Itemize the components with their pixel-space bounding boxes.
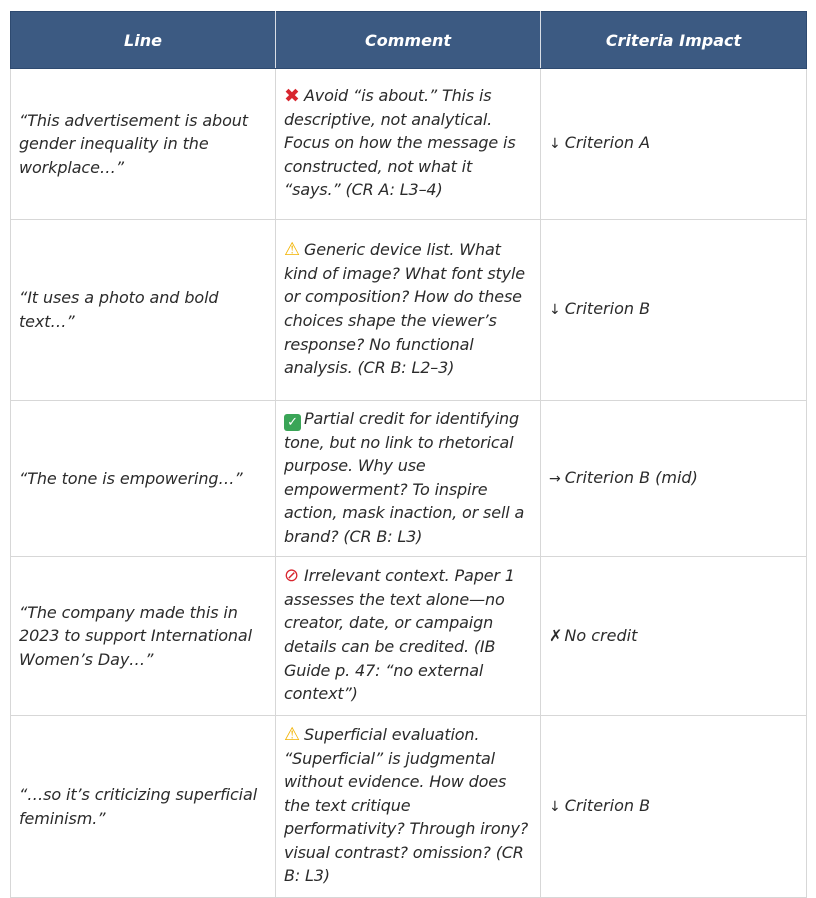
impact-text: Criterion B (mid) <box>564 467 698 487</box>
down-arrow-icon: ↓ <box>549 302 561 319</box>
header-comment: Comment <box>276 12 541 69</box>
comment-text: Avoid “is about.” This is descriptive, not analytical. Focus on how the message is constructed, not what it “says.” (CR A: L3–4) <box>284 86 516 200</box>
impact-text: Criterion B <box>564 795 651 815</box>
right-arrow-icon: → <box>549 470 561 487</box>
impact-text: Criterion B <box>564 299 651 319</box>
ballot-x-icon: ✗ <box>549 626 563 646</box>
table-row <box>11 220 807 401</box>
line-cell: “The tone is empowering…” <box>11 401 276 557</box>
comment-cell <box>276 69 541 220</box>
header-criteria-impact: Criteria Impact <box>541 12 807 69</box>
comment-cell <box>276 557 541 716</box>
impact-cell <box>541 557 807 716</box>
comment-cell <box>276 401 541 557</box>
comment-cell <box>276 220 541 401</box>
impact-text: Criterion A <box>564 133 651 153</box>
impact-cell <box>541 69 807 220</box>
warning-icon: ⚠ <box>284 723 300 745</box>
table-row <box>11 401 807 557</box>
impact-cell <box>541 716 807 898</box>
feedback-table <box>10 11 807 898</box>
header-line: Line <box>11 12 276 69</box>
impact-text: No credit <box>564 626 638 646</box>
table-row <box>11 69 807 220</box>
line-cell: “The company made this in 2023 to support International Women’s Day…” <box>11 557 276 716</box>
comment-text: Generic device list. What kind of image? What font style or composition? How do these choices shape the viewer’s response? No functional analysis. (CR B: L2–3) <box>284 240 525 378</box>
impact-cell <box>541 401 807 557</box>
header-row <box>11 12 807 69</box>
line-cell: “It uses a photo and bold text…” <box>11 220 276 401</box>
warning-icon: ⚠ <box>284 239 300 261</box>
check-mark-icon: ✓ <box>284 414 301 431</box>
comment-cell <box>276 716 541 898</box>
line-cell: “This advertisement is about gender inequality in the workplace…” <box>11 69 276 220</box>
comment-text: Superficial evaluation. “Superficial” is judgmental without evidence. How does the text critique performativity? Through irony? visual contrast? omission? (CR B: L3) <box>284 724 529 886</box>
line-cell: “…so it’s criticizing superficial feminism.” <box>11 716 276 898</box>
table-row <box>11 557 807 716</box>
down-arrow-icon: ↓ <box>549 136 561 153</box>
comment-text: Irrelevant context. Paper 1 assesses the text alone—no creator, date, or campaign details can be credited. (IB Guide p. 47: “no external context”) <box>284 566 515 704</box>
table-row <box>11 716 807 898</box>
comment-text: Partial credit for identifying tone, but no link to rhetorical purpose. Why use empowerment? To inspire action, mask inaction, or sell a brand? (CR B: L3) <box>284 408 525 546</box>
prohibited-icon: ⊘ <box>284 565 299 587</box>
down-arrow-icon: ↓ <box>549 798 561 815</box>
cross-mark-icon: ✖ <box>284 85 300 108</box>
impact-cell <box>541 220 807 401</box>
